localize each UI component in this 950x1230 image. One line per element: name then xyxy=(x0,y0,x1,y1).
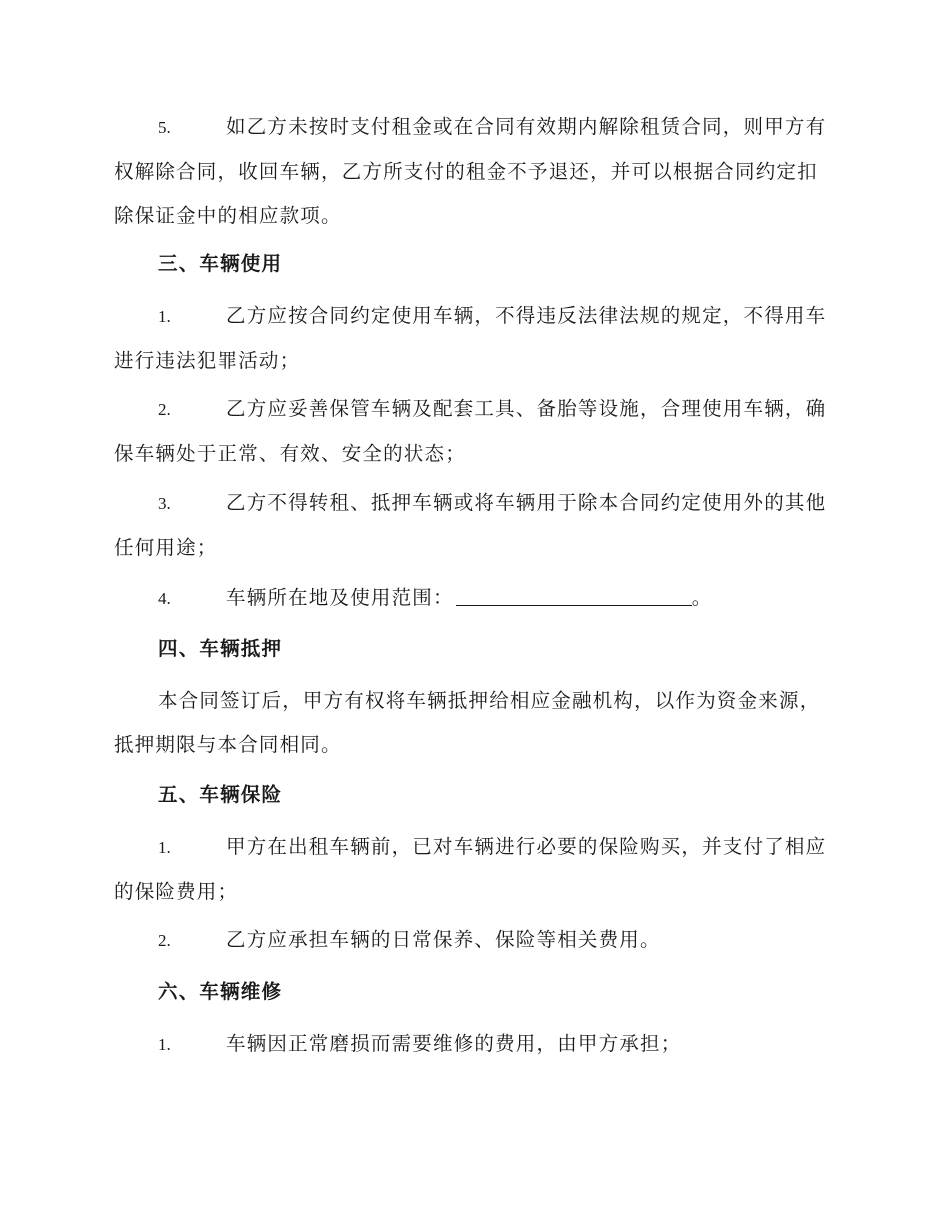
clause-number: 1. xyxy=(158,838,171,857)
clause-2-vehicle-care xyxy=(114,387,834,476)
clause-text: 车辆所在地及使用范围： xyxy=(226,586,454,609)
clause-4-usage-area xyxy=(114,576,834,621)
clause-suffix: 。 xyxy=(691,586,713,609)
clause-text: 乙方应妥善保管车辆及配套工具、备胎等设施，合理使用车辆，确保车辆处于正常、有效、安全的状态； xyxy=(114,397,827,465)
clause-text: 甲方在出租车辆前，已对车辆进行必要的保险购买，并支付了相应的保险费用； xyxy=(114,835,827,903)
section-heading-vehicle-mortgage: 四、车辆抵押 xyxy=(158,637,283,660)
clause-text: 乙方应承担车辆的日常保养、保险等相关费用。 xyxy=(226,928,661,951)
clause-1-repair-costs xyxy=(114,1022,834,1067)
clause-text: 乙方应按合同约定使用车辆，不得违反法律法规的规定，不得用车进行违法犯罪活动； xyxy=(114,304,827,372)
mortgage-paragraph: 本合同签订后，甲方有权将车辆抵押给相应金融机构，以作为资金来源，抵押期限与本合同相同。 xyxy=(114,689,821,756)
clause-number: 4. xyxy=(158,589,171,608)
clause-number: 1. xyxy=(158,307,171,326)
clause-number: 5. xyxy=(158,118,171,137)
section-heading-vehicle-repair: 六、车辆维修 xyxy=(158,980,283,1003)
clause-text: 如乙方未按时支付租金或在合同有效期内解除租赁合同，则甲方有权解除合同，收回车辆，乙方所支付的租金不予退还，并可以根据合同约定扣除保证金中的相应款项。 xyxy=(114,115,827,227)
clause-text: 乙方不得转租、抵押车辆或将车辆用于除本合同约定使用外的其他任何用途； xyxy=(114,491,827,559)
clause-number: 3. xyxy=(158,494,171,513)
usage-area-blank-field[interactable] xyxy=(456,579,692,606)
clause-number: 2. xyxy=(158,931,171,950)
clause-number: 2. xyxy=(158,400,171,419)
clause-2-maintenance-costs xyxy=(114,918,834,963)
section-heading-vehicle-insurance: 五、车辆保险 xyxy=(158,783,283,806)
clause-3-no-sublease xyxy=(114,481,834,570)
clause-number: 1. xyxy=(158,1035,171,1054)
section-heading-vehicle-use: 三、车辆使用 xyxy=(158,252,283,275)
clause-1-insurance-purchase xyxy=(114,825,834,914)
clause-text: 车辆因正常磨损而需要维修的费用，由甲方承担； xyxy=(226,1032,682,1055)
clause-1-vehicle-use xyxy=(114,294,834,383)
clause-5-payment-default xyxy=(114,105,834,238)
